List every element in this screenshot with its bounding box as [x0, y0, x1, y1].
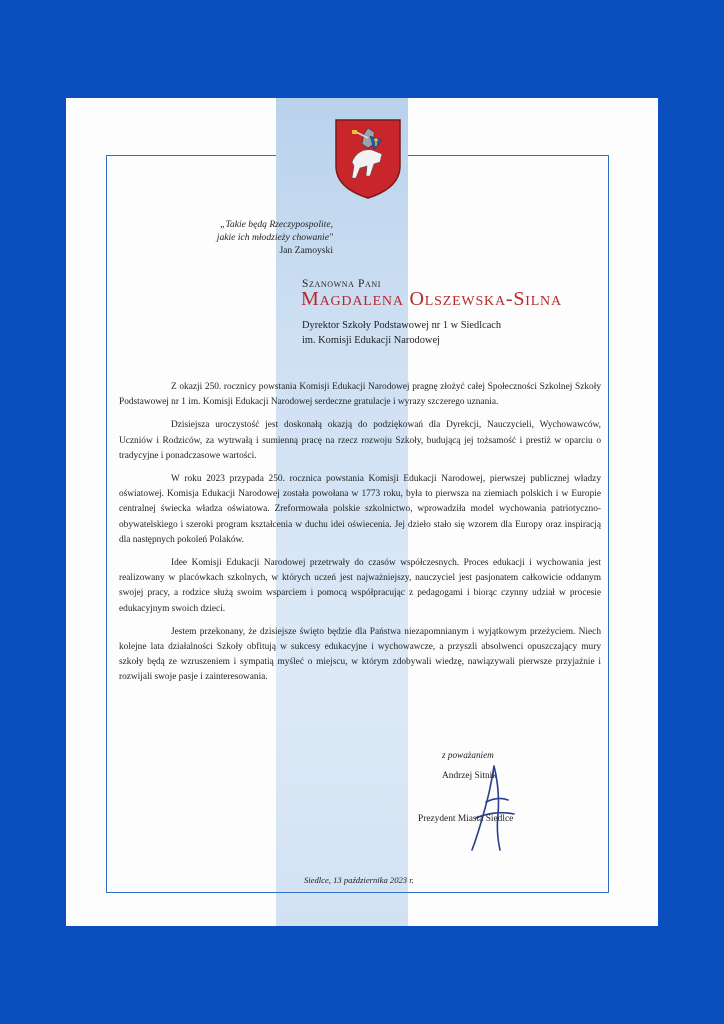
body-paragraph: W roku 2023 przypada 250. rocznica powstania Komisji Edukacji Narodowej, pierwszej publicznej władzy oświatowej. Komisja Edukacji Narodowej została powołana w 1773 roku, była to pierwsza na ziemiach polskich i w Europie centralnej świecka władza oświatowa. Zreformowała polskie szkolnictwo, wprowadziła model wychowania patriotyczno-obywatelskiego i szeroki program kształcenia w duchu idei oświecenia. Jej dzieło stało się wzorem dla Europy oraz inspiracją dla następnych pokoleń Polaków. — [119, 474, 601, 545]
epigraph-line: jakie ich młodzieży chowanie" — [216, 232, 333, 243]
body-paragraph: Idee Komisji Edukacji Narodowej przetrwały do czasów współczesnych. Proces edukacji i wychowania jest realizowany w placówkach szkolnych, w których uczeń jest najważniejszy, nauczyciel jest pasjonatem całkowicie oddanym swojej pracy, a rodzice służą swoim wsparciem i pomocą współpracując z pedagogami i biorąc czynny udział w procesie edukacyjnym swoich dzieci. — [119, 558, 601, 614]
letter-body — [119, 380, 601, 694]
body-paragraph: Dzisiejsza uroczystość jest doskonałą okazją do podziękowań dla Dyrekcji, Nauczycieli, Wychowawców, Uczniów i Rodziców, za wytrwałą i sumienną pracę na rzecz rozwoju Szkoły, budującą jej tożsamość i prestiż w oparciu o tradycyjne i ponadczasowe wartości. — [119, 420, 601, 461]
signer-name: Andrzej Sitnik — [442, 771, 497, 781]
coat-of-arms-siedlce-icon — [334, 118, 402, 200]
salutation: Szanowna Pani — [302, 278, 382, 290]
frame-line — [106, 892, 609, 893]
body-paragraph: Z okazji 250. rocznicy powstania Komisji Edukacji Narodowej pragnę złożyć całej Społeczności Szkolnej Szkoły Podstawowej nr 1 im. Komisji Edukacji Narodowej serdeczne gratulacje i wyrazy szczerego uznania. — [119, 382, 601, 408]
epigraph-author: Jan Zamoyski — [279, 245, 333, 256]
recipient-name: Magdalena Olszewska-Silna — [301, 288, 562, 310]
frame-line — [106, 155, 107, 893]
body-paragraph: Jestem przekonany, że dzisiejsze święto będzie dla Państwa niezapomnianym i wyjątkowym przeżyciem. Niech kolejne lata działalności Szkoły obfitują w sukcesy edukacyjne i wychowawcze, a przyszli absolwenci opuszczający mury szkoły będą ze wzruszeniem i sympatią myśleć o miejscu, w którym zdobywali wiedzę, nawiązywali pierwsze przyjaźnie i rozwijali swoje pasje i zainteresowania. — [119, 626, 601, 683]
handwritten-signature-icon — [464, 762, 524, 854]
letter-date: Siedlce, 13 października 2023 r. — [304, 875, 414, 885]
epigraph-line: „Takie będą Rzeczypospolite, — [220, 219, 333, 230]
frame-line — [408, 155, 609, 156]
recipient-role — [302, 318, 501, 348]
frame-line — [106, 155, 276, 156]
epigraph — [133, 218, 333, 257]
role-line: im. Komisji Edukacji Narodowej — [302, 335, 440, 346]
signer-title: Prezydent Miasta Siedlce — [418, 814, 514, 824]
role-line: Dyrektor Szkoły Podstawowej nr 1 w Siedlcach — [302, 320, 502, 331]
frame-line — [608, 155, 609, 893]
letter-sheet — [66, 98, 658, 926]
closing-regards: z poważaniem — [442, 750, 494, 760]
